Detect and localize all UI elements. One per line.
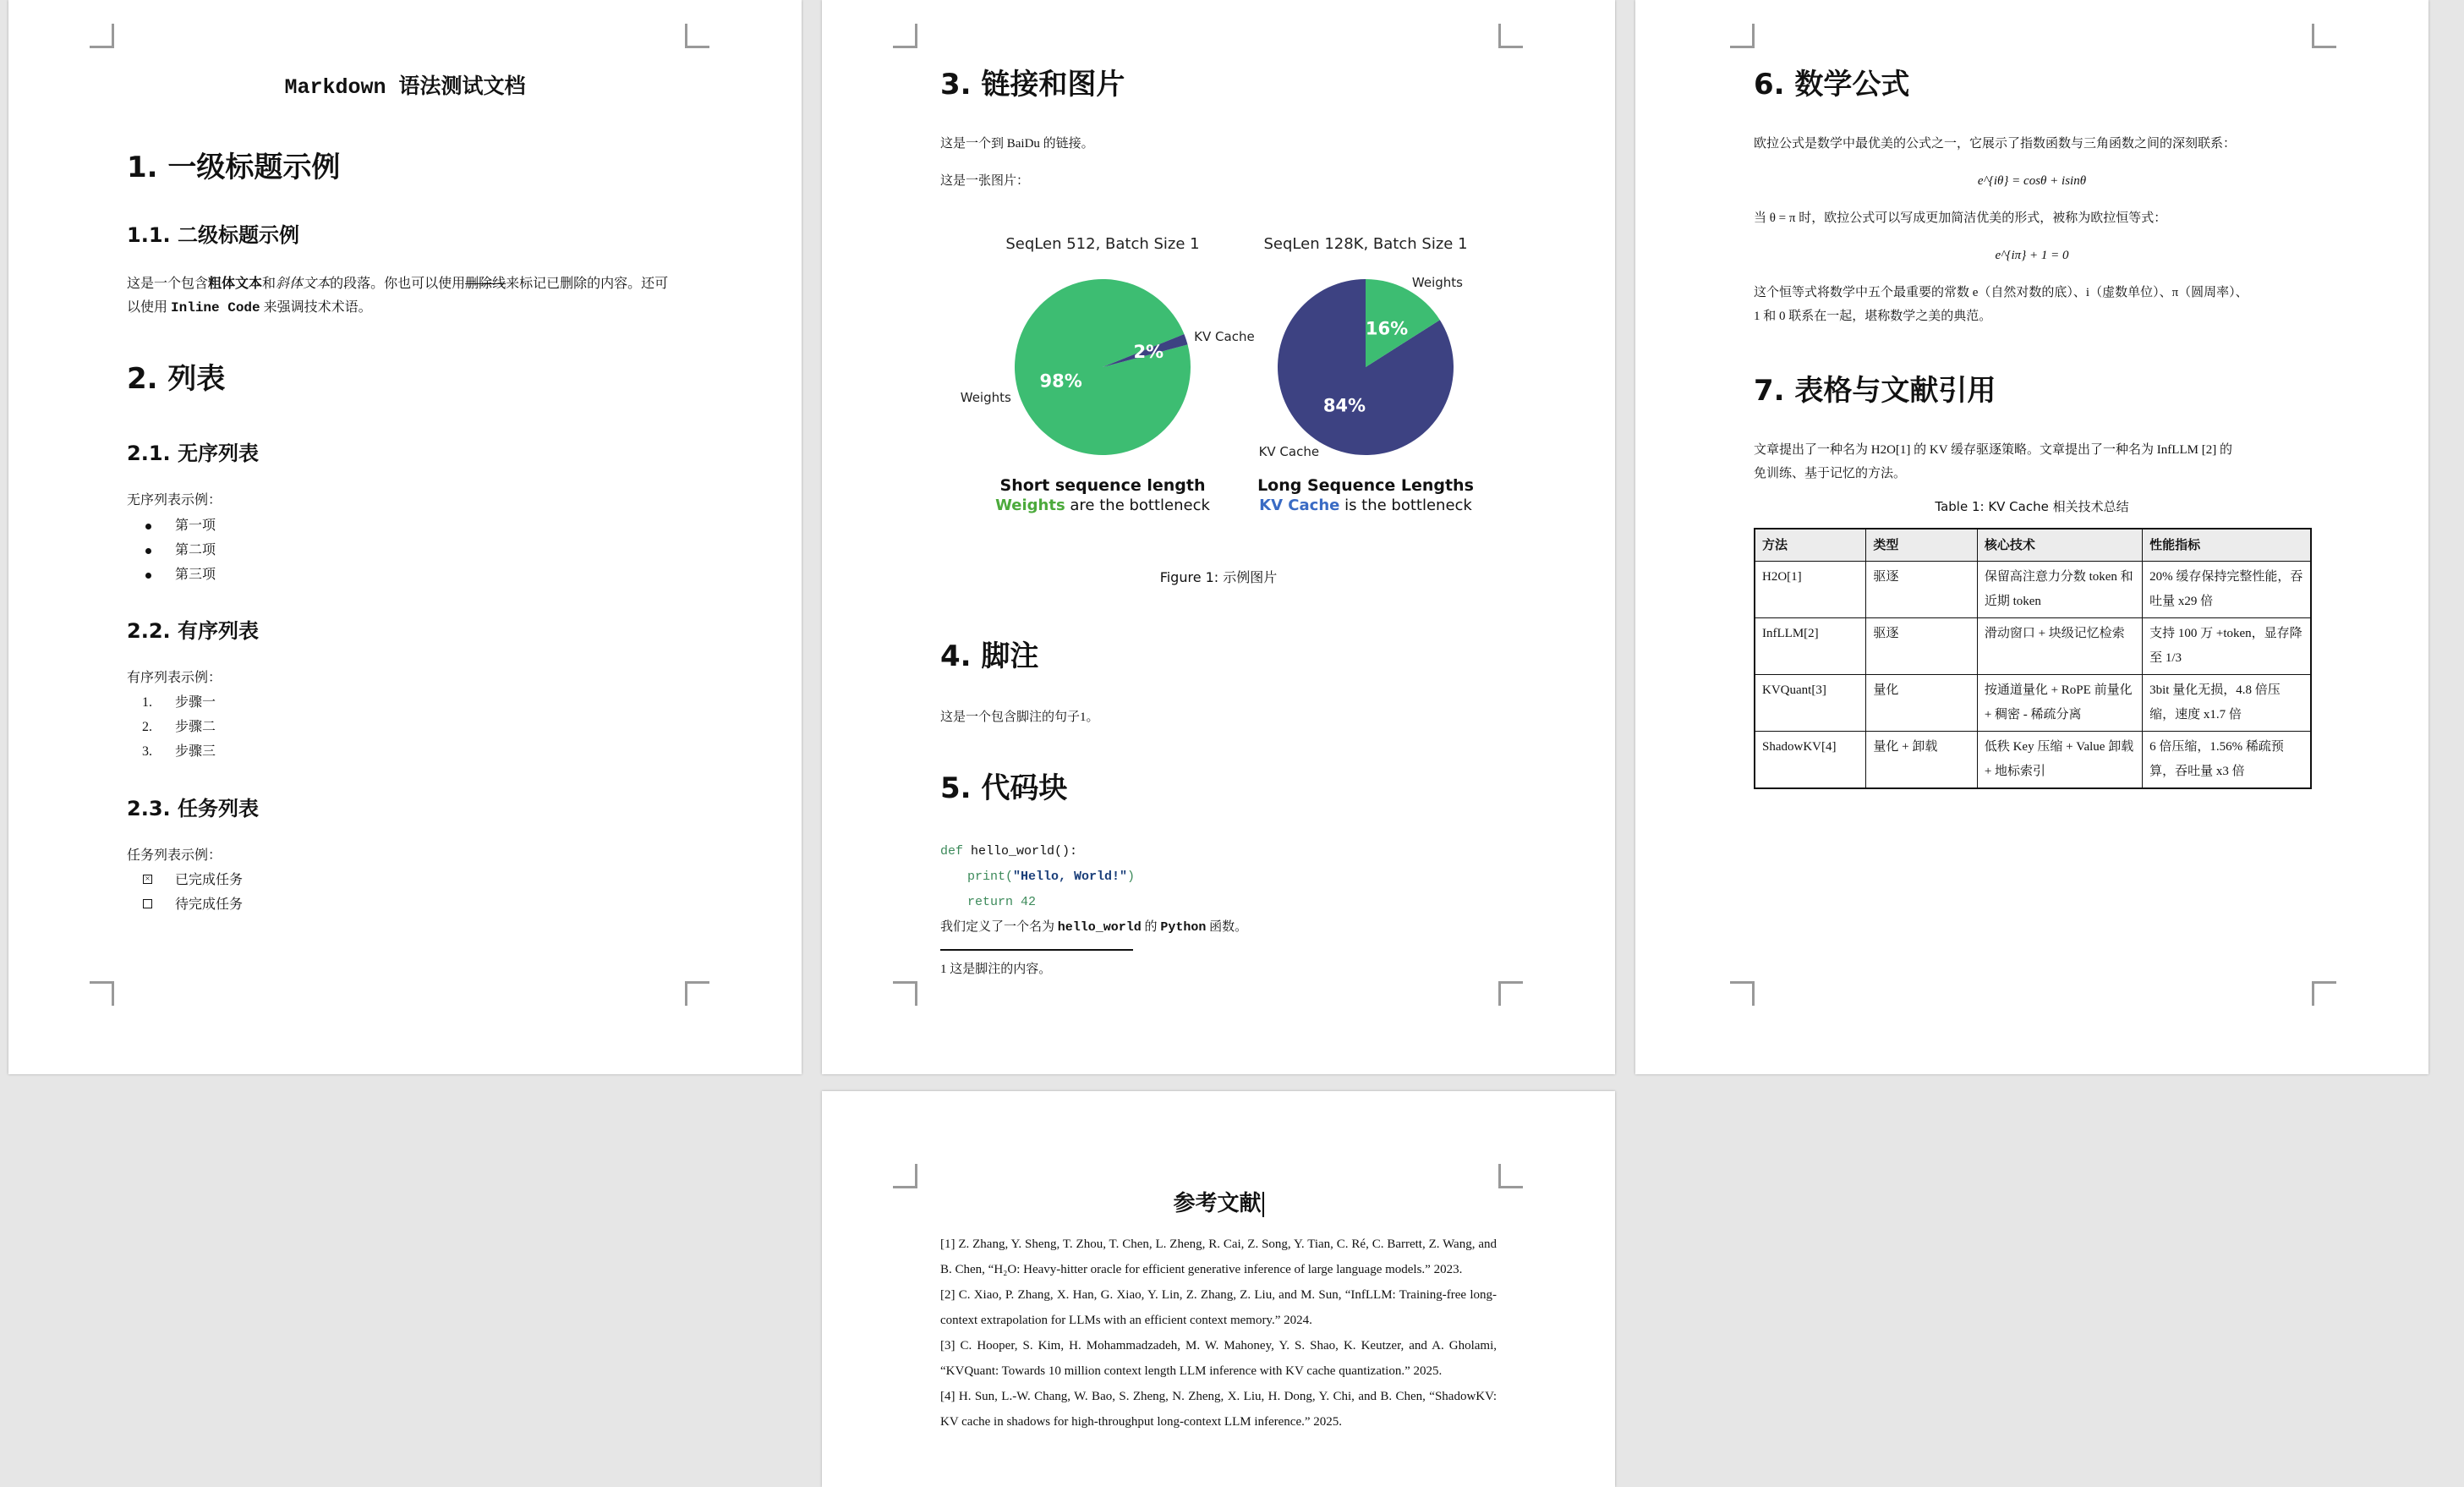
table-cell: 驱逐 [1866, 618, 1977, 675]
reference-item: [4] H. Sun, L.-W. Chang, W. Bao, S. Zheng, N. Zheng, X. Liu, H. Dong, Y. Chi, and B. Chen, “ShadowKV: KV cache in shadows for high-throughput long-context LLM inference.” 2025. [940, 1390, 1497, 1429]
list-item-text: 第三项 [175, 568, 216, 582]
table-cell: 量化 + 卸载 [1866, 732, 1977, 789]
code-text: ) [1127, 870, 1136, 884]
ordered-list [127, 690, 216, 764]
text-run: 和 [262, 277, 277, 291]
table-row [1755, 675, 2311, 732]
slice-category-label: KV Cache [1194, 329, 1255, 345]
chart-caption-line [1259, 497, 1472, 514]
list-item [127, 739, 216, 764]
slice-category-label: Weights [960, 389, 1011, 405]
crop-mark [685, 24, 709, 48]
formula-identity: e^{iπ} + 1 = 0 [1995, 249, 2069, 262]
identity-paragraph [1754, 281, 2329, 328]
document-title: Markdown 语法测试文档 [284, 75, 526, 100]
chart-caption-line [995, 497, 1210, 514]
heading-7: 7. 表格与文献引用 [1754, 374, 1996, 408]
document-page-1 [8, 0, 802, 1074]
crop-mark [90, 981, 114, 1006]
chart-caption-highlight: KV Cache [1259, 497, 1340, 514]
heading-1: 1. 一级标题示例 [127, 151, 341, 184]
table-cell: 20% 缓存保持完整性能，吞吐量 x29 倍 [2143, 562, 2311, 618]
list-item-text: 步骤二 [175, 720, 216, 734]
text-run: 函数。 [1209, 920, 1248, 934]
crop-mark [893, 24, 917, 48]
unordered-list [127, 513, 216, 587]
slice-category-label: Weights [1411, 275, 1463, 291]
crop-mark [1730, 24, 1755, 48]
strikethrough-text: 删除线 [465, 277, 506, 291]
table-cell: 低秩 Key 压缩 + Value 卸载 + 地标索引 [1977, 732, 2142, 789]
code-line: return 42 [967, 895, 1037, 909]
table-cell: 3bit 量化无损，4.8 倍压缩，速度 x1.7 倍 [2143, 675, 2311, 732]
list-number: 3. [142, 744, 152, 759]
kv-cache-table [1754, 528, 2312, 789]
reference-item: [3] C. Hooper, S. Kim, H. Mohammadzadeh, M. W. Mahoney, Y. S. Shao, K. Keutzer, and A. Gholami, “KVQuant: Towards 10 million context length LLM inference with KV cache quantization.” 2025. [940, 1339, 1497, 1378]
task-list-intro: 任务列表示例： [127, 848, 222, 863]
crop-mark [1498, 981, 1523, 1006]
text-line: 这个恒等式将数学中五个最重要的常数 e（自然对数的底）、i（虚数单位）、π（圆周率）、 [1754, 286, 2248, 299]
column-header: 类型 [1866, 529, 1977, 562]
citation-paragraph [1754, 438, 2329, 486]
formula-euler: e^{iθ} = cosθ + isinθ [1977, 174, 2087, 188]
code-text: hello_world(): [963, 844, 1078, 859]
reference-list [940, 1232, 1497, 1435]
chart-title: SeqLen 512, Batch Size 1 [1005, 235, 1200, 253]
task-item-text: 待完成任务 [175, 897, 244, 912]
heading-5: 5. 代码块 [940, 771, 1068, 805]
text-line: 文章提出了一种名为 H2O[1] 的 KV 缓存驱逐策略。文章提出了一种名为 InfLLM [2] 的 [1754, 443, 2232, 457]
bullet-icon [145, 573, 151, 579]
heading-2-2: 2.2. 有序列表 [127, 619, 259, 643]
crop-mark [2312, 24, 2336, 48]
chart-caption-title: Short sequence length [999, 476, 1206, 495]
slice-value-label: 98% [1039, 370, 1082, 392]
list-item [127, 538, 216, 562]
heading-6: 6. 数学公式 [1754, 68, 1910, 102]
document-page-4 [822, 1091, 1615, 1487]
list-item-text: 步骤一 [175, 695, 216, 710]
crop-mark [1498, 24, 1523, 48]
euler-identity-intro: 当 θ = π 时，欧拉公式可以写成更加简洁优美的形式，被称为欧拉恒等式： [1754, 211, 2167, 225]
column-header: 方法 [1755, 529, 1866, 562]
table-header-row [1755, 529, 2311, 562]
table-row [1755, 618, 2311, 675]
footnote-separator [940, 949, 1133, 951]
code-string: "Hello, World!" [1013, 870, 1128, 884]
italic-text: 斜体文本 [276, 277, 331, 291]
table-cell: KVQuant[3] [1755, 675, 1866, 732]
slice-value-label: 16% [1365, 318, 1409, 339]
list-item [127, 513, 216, 538]
figure-caption: Figure 1: 示例图片 [1159, 569, 1278, 585]
text-line: 免训练、基于记忆的方法。 [1754, 467, 1907, 480]
chart-caption-rest: is the bottleneck [1339, 497, 1472, 514]
text-run: 来标记已删除的内容。还可 [506, 277, 669, 291]
code-keyword: def [940, 844, 964, 859]
ordered-list-intro: 有序列表示例： [127, 671, 222, 685]
pie-chart-figure [940, 222, 1497, 526]
text-run: 这是一个包含 [127, 277, 209, 291]
table-cell: 量化 [1866, 675, 1977, 732]
table-row [1755, 562, 2311, 618]
unchecked-checkbox[interactable] [143, 899, 152, 908]
footnote-text: 1 这是脚注的内容。 [940, 963, 1052, 976]
column-header: 核心技术 [1977, 529, 2142, 562]
column-header: 性能指标 [2143, 529, 2311, 562]
task-list [127, 868, 243, 917]
text-run: 以使用 [127, 300, 168, 315]
crop-mark [893, 1164, 917, 1188]
footnote-paragraph: 这是一个包含脚注的句子1。 [940, 711, 1099, 724]
list-item [127, 690, 216, 715]
text-cursor [1262, 1192, 1264, 1217]
heading-4: 4. 脚注 [940, 639, 1039, 673]
crop-mark [90, 24, 114, 48]
table-cell: ShadowKV[4] [1755, 732, 1866, 789]
table-row [1755, 732, 2311, 789]
slice-category-label: KV Cache [1258, 443, 1320, 459]
list-item [127, 715, 216, 739]
document-page-2 [822, 0, 1615, 1074]
table-caption: Table 1: KV Cache 相关技术总结 [1935, 499, 2129, 514]
pie-slice [1015, 279, 1191, 455]
references-title[interactable] [822, 1186, 1615, 1217]
code-description [940, 915, 1247, 940]
chart-title: SeqLen 128K, Batch Size 1 [1263, 235, 1468, 253]
task-item [127, 892, 243, 917]
text-run: 的 [1144, 920, 1158, 934]
code-block [940, 839, 1135, 915]
bullet-icon [145, 548, 151, 554]
chart-caption-title: Long Sequence Lengths [1257, 476, 1474, 495]
bold-text: 粗体文本 [208, 277, 263, 291]
code-function: print( [967, 870, 1014, 884]
references-title-text: 参考文献 [1173, 1191, 1262, 1216]
inline-code: Inline Code [171, 300, 260, 316]
inline-code: hello_world [1057, 920, 1142, 935]
euler-intro: 欧拉公式是数学中最优美的公式之一，它展示了指数函数与三角函数之间的深刻联系： [1754, 137, 2237, 151]
list-item-text: 步骤三 [175, 744, 216, 759]
crop-mark [2312, 981, 2336, 1006]
reference-item: [1] Z. Zhang, Y. Sheng, T. Zhou, T. Chen, L. Zheng, R. Cai, Z. Song, Y. Tian, C. Ré, C. Barrett, Z. Wang, and B. Chen, “H₂O: Heavy-hitter oracle for efficient generative inference of large language models.” 2023. [940, 1237, 1497, 1276]
table-cell: InfLLM[2] [1755, 618, 1866, 675]
list-number: 1. [142, 695, 152, 710]
heading-2: 2. 列表 [127, 362, 226, 396]
slice-value-label: 2% [1133, 341, 1164, 362]
chart-caption-rest: are the bottleneck [1065, 497, 1210, 514]
code-line [940, 839, 1135, 864]
paragraph-formatting [127, 272, 702, 320]
text-line: 1 和 0 联系在一起，堪称数学之美的典范。 [1754, 310, 1992, 323]
checked-checkbox[interactable]: × [143, 875, 152, 884]
crop-mark [685, 981, 709, 1006]
heading-2-1: 2.1. 无序列表 [127, 442, 259, 465]
inline-code: Python [1160, 920, 1207, 935]
crop-mark [1498, 1164, 1523, 1188]
list-item-text: 第一项 [175, 519, 216, 533]
bullet-icon [145, 524, 151, 530]
crop-mark [1730, 981, 1755, 1006]
heading-1-1: 1.1. 二级标题示例 [127, 223, 299, 247]
table-cell: 支持 100 万 +token，显存降至 1/3 [2143, 618, 2311, 675]
text-run: 来强调技术术语。 [263, 300, 372, 315]
list-item-text: 第二项 [175, 543, 216, 557]
table-cell: 滑动窗口 + 块级记忆检索 [1977, 618, 2142, 675]
task-item-text: 已完成任务 [175, 873, 244, 887]
link-paragraph: 这是一个到 BaiDu 的链接。 [940, 137, 1094, 151]
code-line [940, 864, 1135, 890]
table-cell: 按通道量化 + RoPE 前量化 + 稠密 - 稀疏分离 [1977, 675, 2142, 732]
crop-mark [893, 981, 917, 1006]
reference-item: [2] C. Xiao, P. Zhang, X. Han, G. Xiao, Y. Lin, Z. Zhang, Z. Liu, and M. Sun, “InfLLM: Training-free long-context extrapolation for LLMs with an efficient context memory.” 2024. [940, 1288, 1497, 1327]
list-number: 2. [142, 720, 152, 734]
text-run: 我们定义了一个名为 [940, 920, 1055, 934]
text-run: 的段落。你也可以使用 [330, 277, 466, 291]
list-item [127, 562, 216, 587]
chart-caption-highlight: Weights [995, 497, 1065, 514]
table-cell: 保留高注意力分数 token 和近期 token [1977, 562, 2142, 618]
image-paragraph: 这是一张图片： [940, 174, 1030, 188]
unordered-list-intro: 无序列表示例： [127, 493, 222, 508]
document-page-3 [1635, 0, 2428, 1074]
task-item [127, 868, 243, 892]
table-cell: 驱逐 [1866, 562, 1977, 618]
table-cell: 6 倍压缩，1.56% 稀疏预算，吞吐量 x3 倍 [2143, 732, 2311, 789]
heading-2-3: 2.3. 任务列表 [127, 797, 259, 820]
table-cell: H2O[1] [1755, 562, 1866, 618]
heading-3: 3. 链接和图片 [940, 68, 1125, 102]
slice-value-label: 84% [1322, 395, 1366, 416]
